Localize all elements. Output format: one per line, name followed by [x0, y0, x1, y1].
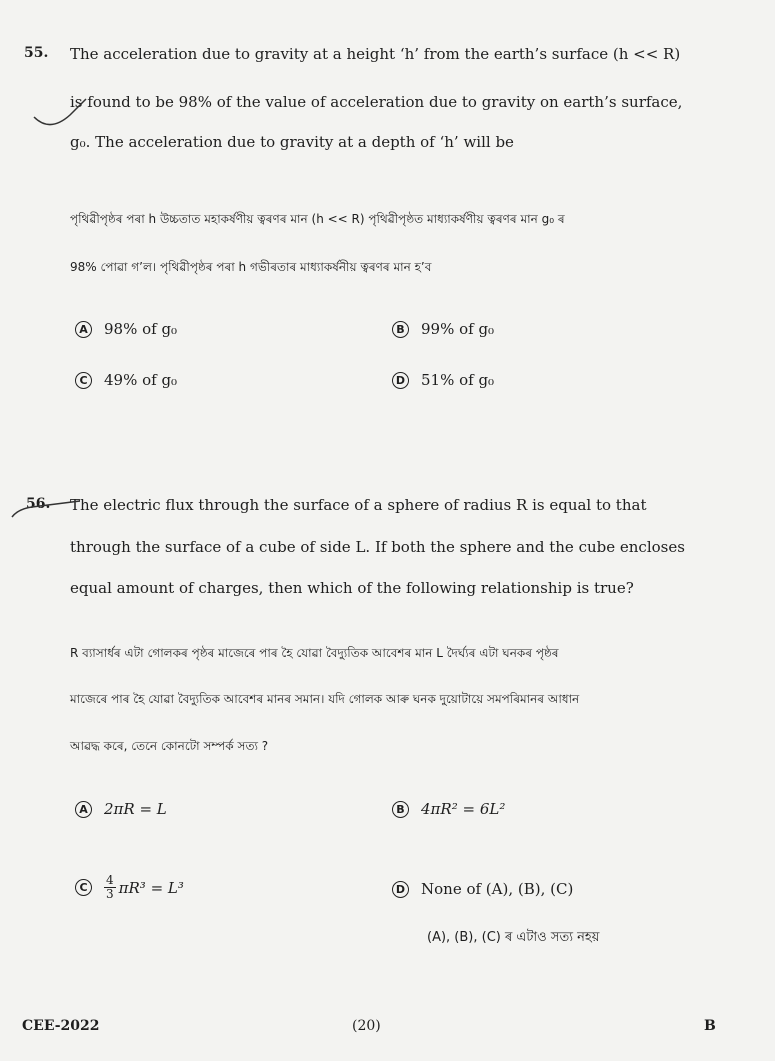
option-d[interactable] [392, 880, 573, 898]
option-letter: B [392, 321, 409, 338]
option-text: 98% of g₀ [104, 320, 178, 338]
question-text-line: The electric flux through the surface of a sphere of radius R is equal to that [70, 496, 647, 514]
option-letter: D [392, 372, 409, 389]
option-letter: A [75, 321, 92, 338]
option-c[interactable] [75, 874, 184, 901]
question-number: 55. [24, 45, 49, 61]
question-text-line: is found to be 98% of the value of acceleration due to gravity on earth’s surface, [70, 93, 683, 111]
assamese-text-line: আৱদ্ধ কৰে, তেনে কোনটো সম্পৰ্ক সত্য ? [70, 739, 269, 753]
option-text: 4πR² = 6L² [421, 800, 506, 818]
option-d-assamese: (A), (B), (C) ৰ এটাও সত্য নহয় [427, 930, 600, 945]
option-text: πR³ = L³ [118, 878, 184, 897]
option-letter: C [75, 879, 92, 896]
option-text: 49% of g₀ [104, 371, 178, 389]
option-a[interactable] [75, 320, 177, 338]
pen-mark [8, 495, 88, 525]
assamese-text-line: R ব্যাসাৰ্ধৰ এটা গোলকৰ পৃষ্ঠৰ মাজেৰে পাৰ হৈ যোৱা বৈদ্যুতিক আবেশৰ মান L দৈৰ্ঘ্যৰ এটা ঘনকৰ পৃষ্ঠৰ [70, 646, 559, 660]
option-b[interactable] [392, 320, 494, 338]
question-text-line: equal amount of charges, then which of the following relationship is true? [70, 579, 634, 597]
option-text: 99% of g₀ [421, 320, 495, 338]
footer-exam-code: CEE-2022 [22, 1018, 100, 1034]
assamese-text-line: পৃথিৱীপৃষ্ঠৰ পৰা h উচ্চতাত মহাকৰ্ষণীয় ত্বৰণৰ মান (h << R) পৃথিৱীপৃষ্ঠত মাধ্যাকৰ্ষণীয় ত্বৰণৰ মান g₀ ৰ [70, 212, 565, 226]
option-d[interactable] [392, 371, 494, 389]
question-number: 56. [26, 496, 51, 512]
pen-mark [30, 95, 90, 135]
option-letter: B [392, 801, 409, 818]
question-text-line: g₀. The acceleration due to gravity at a depth of ‘h’ will be [70, 133, 514, 151]
option-b[interactable] [392, 800, 505, 818]
option-a[interactable] [75, 800, 167, 818]
fraction-numerator: 4 [106, 873, 114, 887]
option-text: 2πR = L [104, 800, 167, 818]
option-letter: C [75, 372, 92, 389]
option-letter: D [392, 881, 409, 898]
footer-booklet-series: B [704, 1018, 716, 1034]
footer-page-number: (20) [352, 1018, 381, 1034]
question-text-line: The acceleration due to gravity at a height ‘h’ from the earth’s surface (h << R) [70, 45, 681, 63]
option-text: 51% of g₀ [421, 371, 495, 389]
fraction [104, 874, 116, 901]
question-text-line: through the surface of a cube of side L. If both the sphere and the cube encloses [70, 538, 685, 556]
assamese-text-line: মাজেৰে পাৰ হৈ যোৱা বৈদ্যুতিক আবেশৰ মানৰ সমান। যদি গোলক আৰু ঘনক দুয়োটায়ে সমপৰিমানৰ আধান [70, 692, 580, 706]
fraction-denominator: 3 [106, 887, 114, 901]
option-letter: A [75, 801, 92, 818]
option-text: None of (A), (B), (C) [421, 880, 574, 898]
option-c[interactable] [75, 371, 177, 389]
assamese-text-line: 98% পোৱা গ’ল। পৃথিৱীপৃষ্ঠৰ পৰা h গভীৰতাৰ মাধ্যাকৰ্ষনীয় ত্বৰণৰ মান হ’ব [70, 260, 432, 274]
